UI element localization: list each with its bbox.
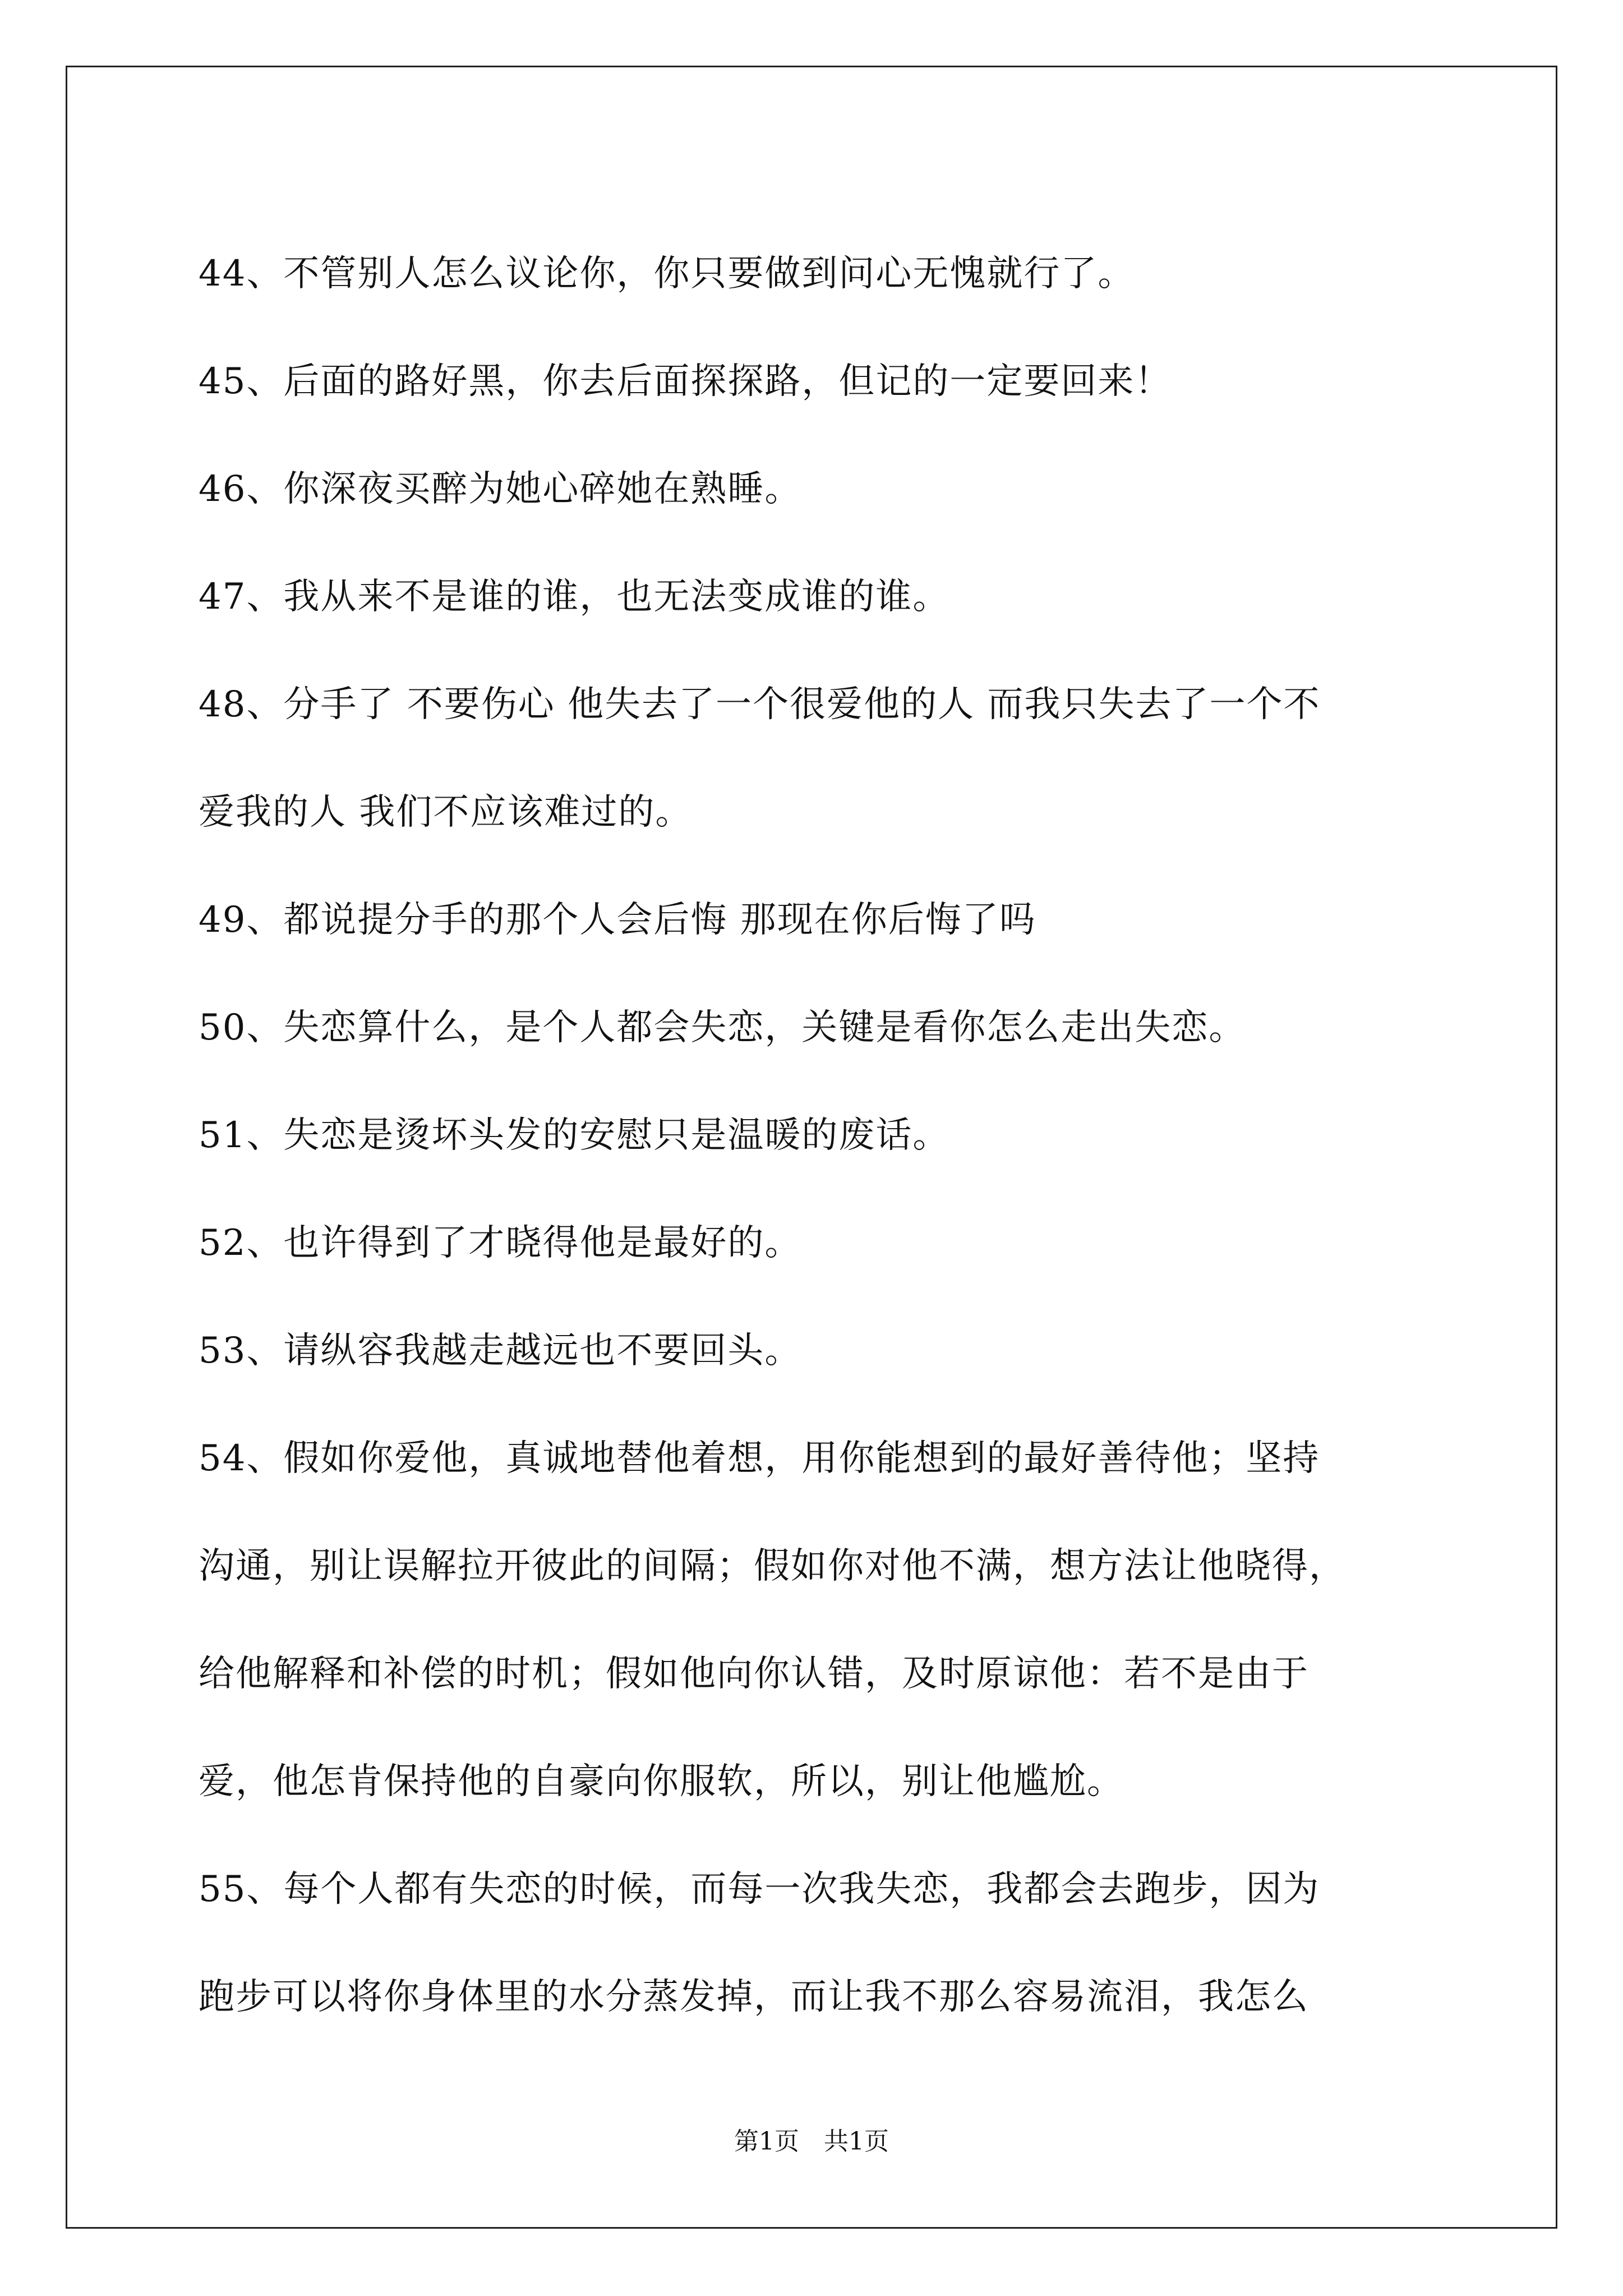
text-line: 54、假如你爱他，真诚地替他着想，用你能想到的最好善待他；坚持 — [199, 1438, 1320, 1479]
text-line: 爱我的人 我们不应该难过的。 — [199, 792, 693, 833]
text-line: 50、失恋算什么，是个人都会失恋，关键是看你怎么走出失恋。 — [199, 1007, 1246, 1048]
document-body — [199, 220, 1469, 2051]
text-line: 给他解释和补偿的时机；假如他向你认错，及时原谅他：若不是由于 — [199, 1653, 1309, 1695]
page-number-footer: 第1页 共1页 — [734, 2127, 889, 2156]
text-line: 49、都说提分手的那个人会后悔 那现在你后悔了吗 — [199, 899, 1036, 941]
text-line: 55、每个人都有失恋的时候，而每一次我失恋，我都会去跑步，因为 — [199, 1869, 1320, 1910]
text-line: 53、请纵容我越走越远也不要回头。 — [199, 1330, 802, 1372]
text-line: 45、后面的路好黑，你去后面探探路，但记的一定要回来！ — [199, 361, 1172, 402]
text-line: 46、你深夜买醉为她心碎她在熟睡。 — [199, 468, 802, 510]
text-line: 爱，他怎肯保持他的自豪向你服软，所以，别让他尴尬。 — [199, 1761, 1124, 1802]
text-line: 沟通，别让误解拉开彼此的间隔；假如你对他不满，想方法让他晓得， — [199, 1545, 1346, 1587]
text-line: 跑步可以将你身体里的水分蒸发掉，而让我不那么容易流泪，我怎么 — [199, 1976, 1309, 2018]
text-line: 52、也许得到了才晓得他是最好的。 — [199, 1222, 802, 1264]
text-line: 47、我从来不是谁的谁，也无法变成谁的谁。 — [199, 576, 950, 618]
text-line: 51、失恋是烫坏头发的安慰只是温暖的废话。 — [199, 1115, 950, 1156]
text-line: 44、不管别人怎么议论你，你只要做到问心无愧就行了。 — [199, 253, 1135, 295]
text-block — [199, 220, 1469, 2051]
text-line: 48、分手了 不要伤心 他失去了一个很爱他的人 而我只失去了一个不 — [199, 684, 1321, 725]
